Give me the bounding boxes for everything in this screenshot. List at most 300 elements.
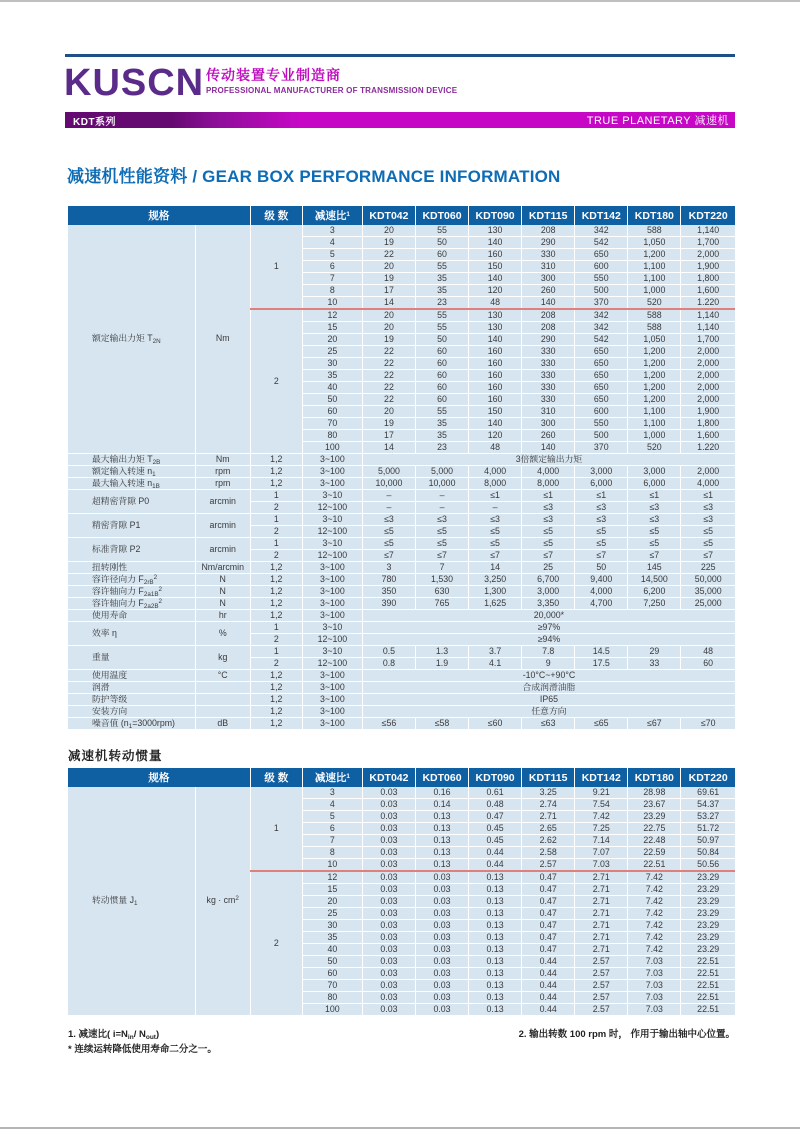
cell: 0.47 <box>522 944 575 956</box>
cell: 3~100 <box>302 718 362 730</box>
cell: 310 <box>522 406 575 418</box>
cell: 60 <box>415 346 468 358</box>
cell: 6,700 <box>522 574 575 586</box>
cell: 600 <box>575 261 628 273</box>
cell: 22.51 <box>628 859 681 872</box>
cell: 0.44 <box>522 1004 575 1016</box>
cell: 310 <box>522 261 575 273</box>
cell: 1,2 <box>250 682 302 694</box>
cell: rpm <box>195 466 250 478</box>
cell: 0.03 <box>362 811 415 823</box>
table-row <box>68 646 735 658</box>
cell: 630 <box>415 586 468 598</box>
cell: 2,000 <box>681 382 735 394</box>
cell: 0.14 <box>415 799 468 811</box>
cell: 2 <box>250 550 302 562</box>
data-table <box>68 768 735 1016</box>
cell: 3.25 <box>522 787 575 799</box>
cell: ≤5 <box>415 526 468 538</box>
cell: 100 <box>302 442 362 454</box>
cell: 2.71 <box>575 884 628 896</box>
cell: 7.42 <box>628 920 681 932</box>
cell: 0.44 <box>522 980 575 992</box>
cell: 50.84 <box>681 847 735 859</box>
cell: 8,000 <box>469 478 522 490</box>
cell: 2,000 <box>681 466 735 478</box>
cell: 3~100 <box>302 454 362 466</box>
cell: 1,800 <box>681 418 735 430</box>
cell: 4,000 <box>681 478 735 490</box>
cell: 0.03 <box>415 980 468 992</box>
cell: 1 <box>250 787 302 871</box>
cell: 500 <box>575 285 628 297</box>
cell: 22.48 <box>628 835 681 847</box>
column-header: KDT042 <box>362 768 415 787</box>
cell: 23.29 <box>681 908 735 920</box>
cell: 6 <box>302 823 362 835</box>
cell: 3 <box>302 787 362 799</box>
column-header: KDT090 <box>469 206 522 225</box>
cell: 7.42 <box>628 871 681 884</box>
cell: 3~10 <box>302 514 362 526</box>
cell: 300 <box>522 273 575 285</box>
cell: ≤7 <box>575 550 628 562</box>
cell: 4,000 <box>522 466 575 478</box>
cell: 2.57 <box>575 1004 628 1016</box>
cell: 8 <box>302 285 362 297</box>
cell: 1,000 <box>628 430 681 442</box>
brand-slogan-en: PROFESSIONAL MANUFACTURER OF TRANSMISSION DEVICE <box>206 86 458 96</box>
cell: 14 <box>362 297 415 310</box>
cell: 1,2 <box>250 586 302 598</box>
cell: 160 <box>469 346 522 358</box>
cell: 6,000 <box>575 478 628 490</box>
cell: 1,140 <box>681 322 735 334</box>
cell: 17 <box>362 430 415 442</box>
cell: 1,140 <box>681 225 735 237</box>
cell: 0.44 <box>469 847 522 859</box>
cell: 0.13 <box>415 811 468 823</box>
cell: 0.13 <box>469 884 522 896</box>
cell: 48 <box>469 442 522 454</box>
cell: 4,000 <box>469 466 522 478</box>
cell: 1,2 <box>250 574 302 586</box>
cell: 2.71 <box>575 896 628 908</box>
cell: 1,600 <box>681 285 735 297</box>
cell: 23.29 <box>681 932 735 944</box>
cell: N <box>195 574 250 586</box>
cell: 14.5 <box>575 646 628 658</box>
cell: ≤1 <box>681 490 735 502</box>
cell: 1.220 <box>681 297 735 310</box>
cell: 1,700 <box>681 237 735 249</box>
cell: 0.03 <box>362 932 415 944</box>
table-row <box>68 598 735 610</box>
cell: 1,140 <box>681 309 735 322</box>
cell: 25,000 <box>681 598 735 610</box>
footnotes-left <box>68 1028 217 1057</box>
cell: 0.13 <box>469 932 522 944</box>
cell: 40 <box>302 944 362 956</box>
cell: – <box>415 490 468 502</box>
cell: 1,100 <box>628 261 681 273</box>
cell: 51.72 <box>681 823 735 835</box>
cell: 0.13 <box>469 980 522 992</box>
cell: 20 <box>362 406 415 418</box>
cell: 0.03 <box>362 823 415 835</box>
cell: 2.74 <box>522 799 575 811</box>
cell: 12~100 <box>302 550 362 562</box>
cell: 4,700 <box>575 598 628 610</box>
cell: 1 <box>250 646 302 658</box>
cell: 0.03 <box>362 980 415 992</box>
cell: 0.13 <box>469 968 522 980</box>
row-label: 精密背隙 P1 <box>68 514 195 538</box>
brand-slogan <box>206 68 457 96</box>
cell: 9,400 <box>575 574 628 586</box>
cell: 23 <box>415 297 468 310</box>
cell: ≤5 <box>628 526 681 538</box>
cell: 4.1 <box>469 658 522 670</box>
cell: 5,000 <box>415 466 468 478</box>
cell: dB <box>195 718 250 730</box>
cell: 3~10 <box>302 622 362 634</box>
cell: 1,200 <box>628 346 681 358</box>
cell: ≤3 <box>522 502 575 514</box>
cell: 0.13 <box>415 859 468 872</box>
cell: 20 <box>362 309 415 322</box>
cell: 55 <box>415 261 468 273</box>
cell: 2.58 <box>522 847 575 859</box>
cell: 390 <box>362 598 415 610</box>
cell: 550 <box>575 418 628 430</box>
cell: kg · $cm^2$ <box>195 787 250 1016</box>
table-row <box>68 622 735 634</box>
cell: 3,250 <box>469 574 522 586</box>
cell: 520 <box>628 297 681 310</box>
cell: ≤3 <box>415 514 468 526</box>
footnotes <box>68 1028 735 1057</box>
cell: 35 <box>415 418 468 430</box>
cell: 29 <box>628 646 681 658</box>
column-header: 规格 <box>68 206 250 225</box>
cell: 1.9 <box>415 658 468 670</box>
cell: 12 <box>302 309 362 322</box>
column-header: KDT115 <box>522 206 575 225</box>
cell: 208 <box>522 322 575 334</box>
cell: 2.57 <box>575 968 628 980</box>
cell: 7.03 <box>628 980 681 992</box>
cell: 1,530 <box>415 574 468 586</box>
series-label: KDT系列 <box>73 116 117 128</box>
cell: 7.03 <box>628 956 681 968</box>
cell: ≤65 <box>575 718 628 730</box>
cell: ≤3 <box>575 514 628 526</box>
cell: 0.03 <box>362 992 415 1004</box>
column-header: KDT180 <box>628 768 681 787</box>
cell: 3,350 <box>522 598 575 610</box>
cell: 2.71 <box>575 920 628 932</box>
cell: 1,900 <box>681 406 735 418</box>
cell: 0.45 <box>469 823 522 835</box>
cell: 22 <box>362 394 415 406</box>
cell: 2.57 <box>575 980 628 992</box>
cell: 0.03 <box>362 884 415 896</box>
cell: 342 <box>575 322 628 334</box>
cell: 1,2 <box>250 706 302 718</box>
row-label: 重量 <box>68 646 195 670</box>
cell: 0.03 <box>362 968 415 980</box>
cell: 140 <box>469 334 522 346</box>
cell: 53.27 <box>681 811 735 823</box>
cell: 542 <box>575 334 628 346</box>
cell: 160 <box>469 249 522 261</box>
cell: ≤1 <box>628 490 681 502</box>
column-header: KDT060 <box>415 206 468 225</box>
cell: 9.21 <box>575 787 628 799</box>
cell: 0.03 <box>415 968 468 980</box>
cell: 23.29 <box>681 944 735 956</box>
column-header: KDT142 <box>575 206 628 225</box>
cell: 225 <box>681 562 735 574</box>
cell: 22.51 <box>681 992 735 1004</box>
cell: 35,000 <box>681 586 735 598</box>
cell: 3,000 <box>522 586 575 598</box>
cell: 4,000 <box>575 586 628 598</box>
cell: ≤5 <box>681 538 735 550</box>
cell: N <box>195 598 250 610</box>
cell: 23 <box>415 442 468 454</box>
cell: 20,000* <box>362 610 735 622</box>
column-header: KDT060 <box>415 768 468 787</box>
cell: 0.47 <box>522 871 575 884</box>
table-row <box>68 706 735 718</box>
inertia-table <box>68 768 735 1016</box>
cell: arcmin <box>195 490 250 514</box>
cell: 2 <box>250 526 302 538</box>
cell: ≤3 <box>681 502 735 514</box>
cell: 130 <box>469 322 522 334</box>
cell: 30 <box>302 920 362 932</box>
cell: 1,625 <box>469 598 522 610</box>
cell: 3~100 <box>302 574 362 586</box>
cell: 7.54 <box>575 799 628 811</box>
cell: 520 <box>628 442 681 454</box>
cell: 300 <box>522 418 575 430</box>
cell: 145 <box>628 562 681 574</box>
cell: 342 <box>575 225 628 237</box>
column-header: 级 数 <box>250 768 302 787</box>
cell: 60 <box>415 370 468 382</box>
cell: 1,2 <box>250 454 302 466</box>
cell: 55 <box>415 406 468 418</box>
table-row <box>68 454 735 466</box>
cell: 10,000 <box>415 478 468 490</box>
cell: 1,000 <box>628 285 681 297</box>
cell: 60 <box>681 658 735 670</box>
cell: 0.47 <box>522 932 575 944</box>
cell: 12~100 <box>302 658 362 670</box>
cell: 2 <box>250 871 302 1016</box>
cell: 50.56 <box>681 859 735 872</box>
cell: 3 <box>362 562 415 574</box>
cell: 9 <box>522 658 575 670</box>
cell: 3~10 <box>302 538 362 550</box>
cell: 30 <box>302 358 362 370</box>
cell: 3~100 <box>302 694 362 706</box>
header-row <box>68 206 735 225</box>
cell: arcmin <box>195 538 250 562</box>
cell: 12 <box>302 871 362 884</box>
cell: 8,000 <box>522 478 575 490</box>
inertia-section-title: 减速机转动惯量 <box>68 749 163 763</box>
cell: 19 <box>362 237 415 249</box>
cell: ≤5 <box>522 538 575 550</box>
cell: 7.03 <box>628 968 681 980</box>
cell: 60 <box>302 968 362 980</box>
cell: ≤5 <box>415 538 468 550</box>
cell: 208 <box>522 225 575 237</box>
cell: 0.16 <box>415 787 468 799</box>
cell: 7.03 <box>628 992 681 1004</box>
cell: – <box>469 502 522 514</box>
row-label: 扭转刚性 <box>68 562 195 574</box>
cell: 50,000 <box>681 574 735 586</box>
cell: 2.57 <box>522 859 575 872</box>
cell: 3~10 <box>302 490 362 502</box>
cell: 23.67 <box>628 799 681 811</box>
cell: 2.71 <box>575 908 628 920</box>
column-header: KDT180 <box>628 206 681 225</box>
cell: ≤5 <box>575 526 628 538</box>
cell: 0.03 <box>362 847 415 859</box>
cell: 合成润滑油脂 <box>362 682 735 694</box>
cell: 0.03 <box>415 1004 468 1016</box>
data-table <box>68 206 735 730</box>
cell: 0.44 <box>522 956 575 968</box>
cell: 500 <box>575 430 628 442</box>
cell: 0.47 <box>522 884 575 896</box>
column-header: KDT115 <box>522 768 575 787</box>
cell: 120 <box>469 430 522 442</box>
cell: ≤7 <box>522 550 575 562</box>
cell: 0.03 <box>362 799 415 811</box>
cell: 0.13 <box>469 871 522 884</box>
cell: 160 <box>469 394 522 406</box>
cell: 22.51 <box>681 956 735 968</box>
cell: 150 <box>469 406 522 418</box>
cell: 10 <box>302 859 362 872</box>
cell: 0.03 <box>415 871 468 884</box>
cell: 3,000 <box>628 466 681 478</box>
row-label: 额定输出力矩 $T_{2N}$ <box>68 225 195 454</box>
cell: 7.8 <box>522 646 575 658</box>
cell: 7 <box>302 835 362 847</box>
cell: 1,600 <box>681 430 735 442</box>
table-row <box>68 478 735 490</box>
cell: 7.42 <box>628 896 681 908</box>
cell: 23.29 <box>681 884 735 896</box>
cell: 0.47 <box>522 908 575 920</box>
cell: 2.62 <box>522 835 575 847</box>
cell: 3~100 <box>302 478 362 490</box>
cell: 130 <box>469 225 522 237</box>
cell: 1,2 <box>250 610 302 622</box>
cell: – <box>415 502 468 514</box>
cell: 50 <box>302 394 362 406</box>
cell: 2.57 <box>575 956 628 968</box>
cell: 6 <box>302 261 362 273</box>
cell: 3 <box>302 225 362 237</box>
cell: 120 <box>469 285 522 297</box>
table-row <box>68 514 735 526</box>
cell: ≤3 <box>469 514 522 526</box>
cell: 15 <box>302 884 362 896</box>
cell <box>195 706 250 718</box>
cell: 3~100 <box>302 562 362 574</box>
cell: 1,050 <box>628 237 681 249</box>
cell <box>195 694 250 706</box>
cell: arcmin <box>195 514 250 538</box>
cell: 7 <box>415 562 468 574</box>
cell: 350 <box>362 586 415 598</box>
cell: 54.37 <box>681 799 735 811</box>
cell: 14,500 <box>628 574 681 586</box>
cell: 2 <box>250 658 302 670</box>
column-header: 规格 <box>68 768 250 787</box>
column-header: KDT142 <box>575 768 628 787</box>
cell: 1,200 <box>628 394 681 406</box>
cell: 780 <box>362 574 415 586</box>
cell: N <box>195 586 250 598</box>
cell: 588 <box>628 322 681 334</box>
table-row <box>68 586 735 598</box>
cell: 0.5 <box>362 646 415 658</box>
row-label: 安装方向 <box>68 706 195 718</box>
cell: 7 <box>302 273 362 285</box>
cell: 6,200 <box>628 586 681 598</box>
cell: Nm <box>195 225 250 454</box>
cell: 22.51 <box>681 1004 735 1016</box>
cell: 12~100 <box>302 634 362 646</box>
cell: IP65 <box>362 694 735 706</box>
brand-logo: KUSCN <box>64 62 205 104</box>
cell: 2.57 <box>575 992 628 1004</box>
cell: 33 <box>628 658 681 670</box>
cell: 35 <box>415 273 468 285</box>
cell: 370 <box>575 442 628 454</box>
cell: 330 <box>522 358 575 370</box>
cell: 330 <box>522 394 575 406</box>
cell: 130 <box>469 309 522 322</box>
cell: 2 <box>250 502 302 514</box>
cell: 100 <box>302 1004 362 1016</box>
cell: 15 <box>302 322 362 334</box>
cell: 1,900 <box>681 261 735 273</box>
cell: 7.42 <box>628 932 681 944</box>
cell: 3~100 <box>302 682 362 694</box>
cell: 2,000 <box>681 370 735 382</box>
cell: 370 <box>575 297 628 310</box>
cell: 2.71 <box>522 811 575 823</box>
cell: ≤70 <box>681 718 735 730</box>
row-label: 防护等级 <box>68 694 195 706</box>
cell: 7.42 <box>628 908 681 920</box>
cell: 0.03 <box>362 920 415 932</box>
cell: 588 <box>628 309 681 322</box>
cell: 22 <box>362 382 415 394</box>
cell: 12~100 <box>302 526 362 538</box>
